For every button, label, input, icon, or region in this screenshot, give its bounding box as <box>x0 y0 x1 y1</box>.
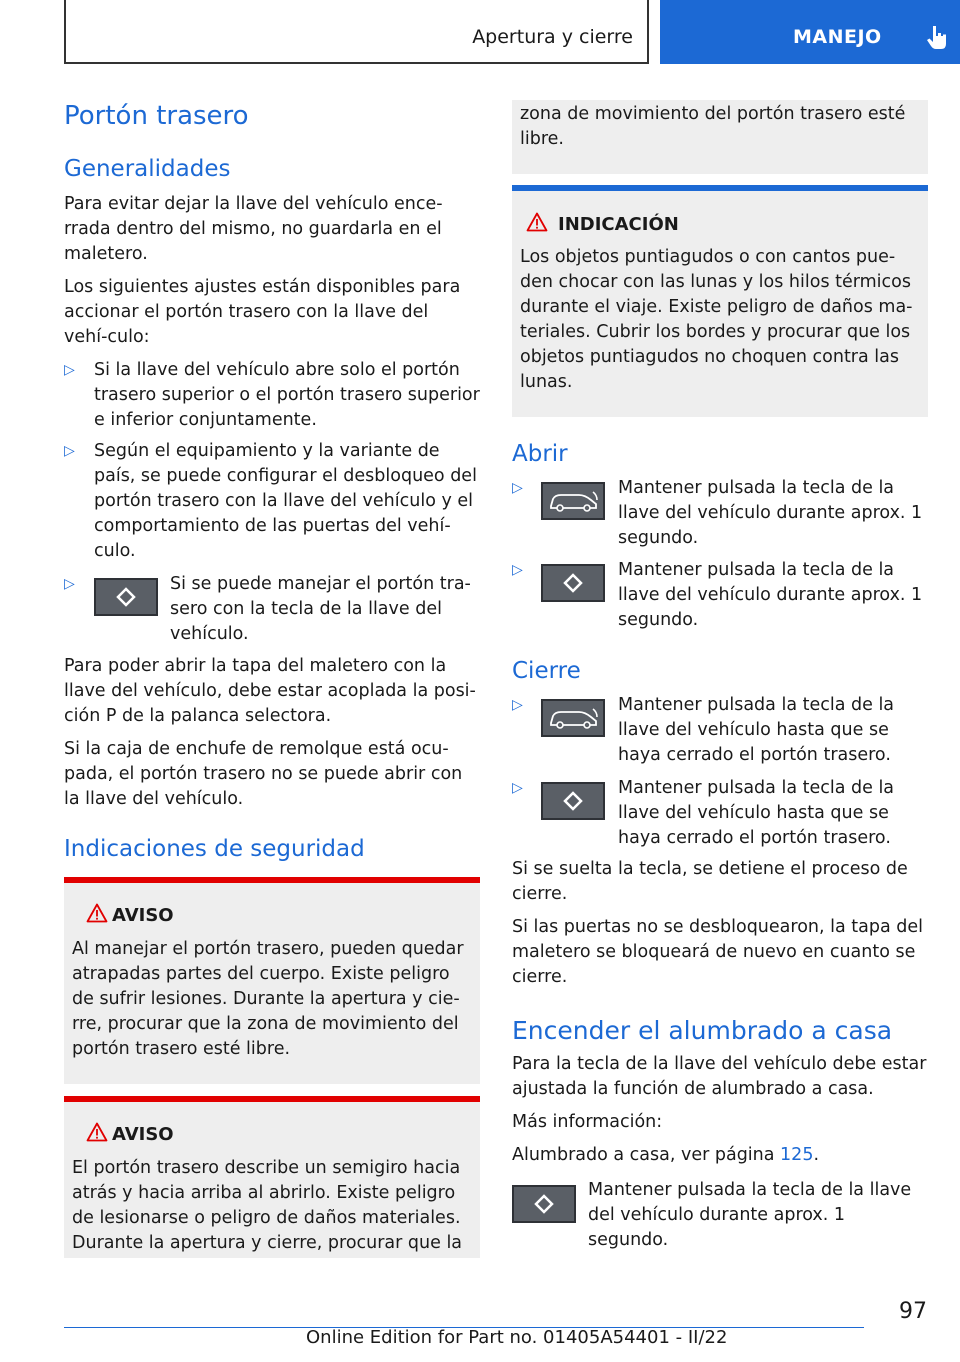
triangle-bullet-icon: ▷ <box>64 443 75 459</box>
diamond-key-icon <box>512 1185 576 1223</box>
diamond-key-icon <box>541 564 605 602</box>
warning-title: AVISO <box>112 1124 174 1145</box>
paragraph-4: Si la caja de enchufe de remolque está ocu-pada, el portón trasero no se puede abrir con la llave del vehículo. <box>64 739 463 809</box>
list-item <box>512 776 928 854</box>
paragraph-8: Más información: <box>512 1112 663 1132</box>
warning-bar <box>64 877 480 883</box>
paragraph-9-end: . <box>813 1145 820 1165</box>
section-heading-abrir: Abrir <box>512 441 568 467</box>
paragraph-9 <box>512 1143 928 1168</box>
section-heading-alumbrado: Encender el alumbrado a casa <box>512 1016 893 1045</box>
triangle-bullet-icon: ▷ <box>512 780 523 796</box>
paragraph-2: Los siguientes ajustes están disponibles para accionar el portón trasero con la llave del vehí-culo: <box>64 277 461 347</box>
list-item-text: Mantener pulsada la tecla de la llave del vehículo hasta que se haya cerrado el portón trasero. <box>618 695 895 765</box>
warning-triangle-icon <box>86 1122 108 1142</box>
list-item-text: Si la llave del vehículo abre solo el portón trasero superior o el portón trasero superior e inferior conjuntamente. <box>94 360 480 430</box>
header-section-title: Apertura y cierre <box>472 26 633 48</box>
list-item <box>64 358 480 438</box>
list-item-text: Mantener pulsada la tecla de la llave del vehículo durante aprox. 1 segundo. <box>618 560 923 630</box>
header-section-box <box>64 0 649 64</box>
warning-body: Al manejar el portón trasero, pueden quedar atrapadas partes del cuerpo. Existe peligro de sufrir lesiones. Durante la apertura y cie-rre, procurar que la zona de movimiento del portón trasero esté libre. <box>72 939 464 1059</box>
header-chapter-title: MANEJO <box>793 26 882 48</box>
list-item <box>512 476 928 554</box>
notice-bar <box>512 185 928 191</box>
triangle-bullet-icon: ▷ <box>64 576 75 592</box>
header-chapter-tab <box>660 0 960 64</box>
diamond-key-icon <box>541 782 605 820</box>
section-heading-generalidades: Generalidades <box>64 156 231 182</box>
paragraph-10: Mantener pulsada la tecla de la llave del vehículo durante aprox. 1 segundo. <box>588 1180 912 1250</box>
list-item-text: Según el equipamiento y la variante de país, se puede configurar el desbloqueo del portón trasero con la llave del vehículo y el comportamiento de las puertas del vehí-culo. <box>94 441 477 561</box>
triangle-bullet-icon: ▷ <box>64 362 75 378</box>
list-item <box>512 558 928 636</box>
list-item <box>64 572 480 652</box>
list-item-text: Mantener pulsada la tecla de la llave del vehículo durante aprox. 1 segundo. <box>618 478 923 548</box>
warning-body: zona de movimiento del portón trasero esté libre. <box>520 104 906 149</box>
paragraph-9-text: Alumbrado a casa, ver página <box>512 1145 781 1165</box>
triangle-bullet-icon: ▷ <box>512 562 523 578</box>
list-item <box>512 693 928 771</box>
notice-title: INDICACIÓN <box>558 214 679 235</box>
hand-pointer-icon <box>922 22 952 52</box>
section-heading-seguridad: Indicaciones de seguridad <box>64 836 365 862</box>
car-tailgate-key-icon <box>541 699 605 737</box>
warning-triangle-icon <box>86 903 108 923</box>
section-heading-cierre: Cierre <box>512 658 581 684</box>
page-reference-link[interactable]: 125 <box>780 1145 814 1165</box>
warning-title: AVISO <box>112 905 174 926</box>
warning-bar <box>64 1096 480 1102</box>
notice-box <box>512 185 928 417</box>
warning-body: El portón trasero describe un semigiro hacia atrás y hacia arriba al abrirlo. Existe peligro de lesionarse o peligro de daños materiales. Durante la apertura y cierre, procurar que la <box>72 1158 463 1253</box>
paragraph-6: Si las puertas no se desbloquearon, la tapa del maletero se bloqueará de nuevo en cuanto se cierre. <box>512 917 923 987</box>
triangle-bullet-icon: ▷ <box>512 697 523 713</box>
list-item-text: Si se puede manejar el portón tra-sero con la tecla de la llave del vehículo. <box>170 574 471 644</box>
triangle-bullet-icon: ▷ <box>512 480 523 496</box>
diamond-key-icon <box>94 578 158 616</box>
paragraph-1: Para evitar dejar la llave del vehículo ence-rrada dentro del mismo, no guardarla en el maletero. <box>64 194 443 264</box>
footer-edition: Online Edition for Part no. 01405A54401 - II/22 <box>306 1327 728 1348</box>
warning-triangle-icon <box>526 212 548 232</box>
warning-box-1 <box>64 877 480 1084</box>
list-item <box>64 439 480 569</box>
paragraph-7: Para la tecla de la llave del vehículo debe estar ajustada la función de alumbrado a casa. <box>512 1054 927 1099</box>
notice-body: Los objetos puntiagudos o con cantos pue-den chocar con las lunas y los hilos térmicos durante el viaje. Existe peligro de daños ma-teriales. Cubrir los bordes y procurar que los objetos puntiagudos no choquen contra las lunas. <box>520 247 913 392</box>
car-tailgate-key-icon <box>541 482 605 520</box>
paragraph-3: Para poder abrir la tapa del maletero con la llave del vehículo, debe estar acoplada la posi-ción P de la palanca selectora. <box>64 656 476 726</box>
warning-box-continued <box>512 100 928 174</box>
page-number: 97 <box>899 1299 927 1324</box>
list-item-text: Mantener pulsada la tecla de la llave del vehículo hasta que se haya cerrado el portón trasero. <box>618 778 895 848</box>
page-title: Portón trasero <box>64 101 249 131</box>
paragraph-5: Si se suelta la tecla, se detiene el proceso de cierre. <box>512 859 908 904</box>
warning-box-2 <box>64 1096 480 1258</box>
